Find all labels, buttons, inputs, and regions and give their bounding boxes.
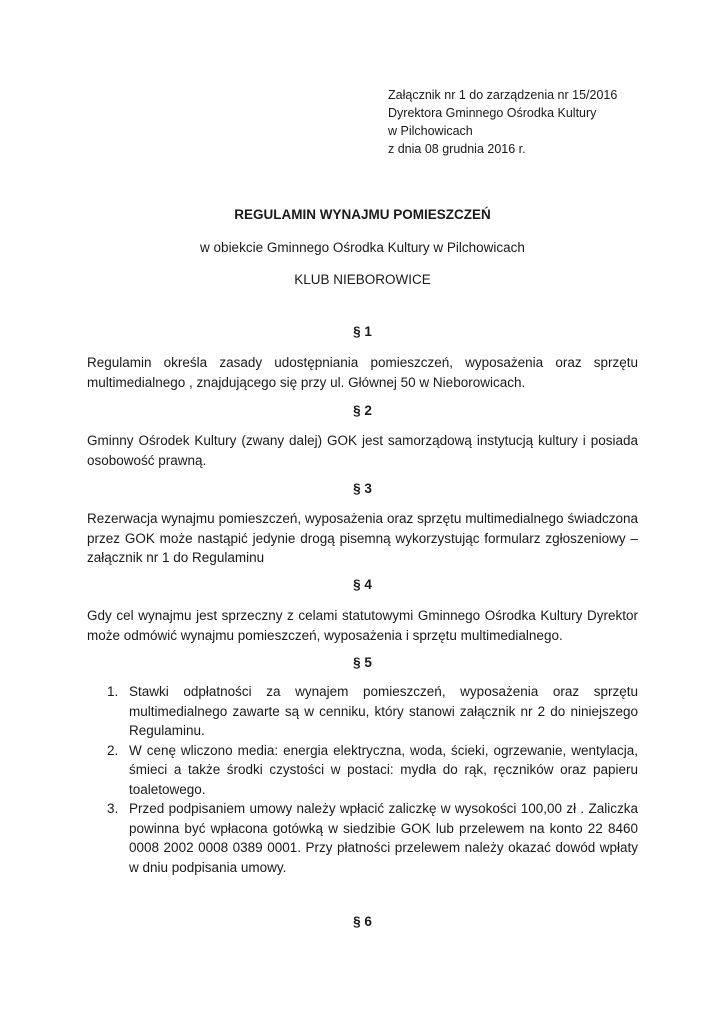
list-item-text: W cenę wliczono media: energia elektryczna, woda, ścieki, ogrzewanie, wentylacja, śmieci a także środki czystości w postaci: mydła do rąk, ręczników oraz papieru toaletowego. — [129, 742, 638, 797]
list-item — [87, 682, 638, 741]
section-1-heading: § 1 — [353, 324, 372, 339]
annex-line-1: Załącznik nr 1 do zarządzenia nr 15/2016 — [388, 88, 618, 102]
list-item-text: Przed podpisaniem umowy należy wpłacić zaliczkę w wysokości 100,00 zł . Zaliczka powinna być wpłacona gotówką w siedzibie GOK lub przelewem na konto 22 8460 0008 2002 0008 0389 0001. Przy płatności przelewem należy okazać dowód wpłaty w dniu podpisania umowy. — [129, 801, 638, 875]
section-5-list — [87, 682, 638, 877]
section-6-heading: § 6 — [353, 914, 372, 929]
list-item-number: 2. — [107, 742, 119, 758]
section-3-text: Rezerwacja wynajmu pomieszczeń, wyposażenia oraz sprzętu multimedialnego świadczona przez GOK może nastąpić jedynie drogą pisemną wykorzystując formularz zgłoszeniowy – załącznik nr 1 do Regulaminu — [87, 511, 638, 565]
section-5-heading: § 5 — [353, 655, 372, 670]
section-1-text: Regulamin określa zasady udostępniania pomieszczeń, wyposażenia oraz sprzętu multimedialnego , znajdującego się przy ul. Głównej 50 w Nieborowicach. — [87, 355, 638, 390]
list-item-number: 1. — [107, 684, 119, 699]
annex-line-4: z dnia 08 grudnia 2016 r. — [388, 142, 526, 156]
section-4-heading: § 4 — [353, 577, 372, 592]
annex-line-2: Dyrektora Gminnego Ośrodka Kultury — [388, 106, 597, 120]
section-4-text: Gdy cel wynajmu jest sprzeczny z celami statutowymi Gminnego Ośrodka Kultury Dyrektor może odmówić wynajmu pomieszczeń, wyposażenia i sprzętu multimedialnego. — [87, 608, 638, 643]
annex-note — [388, 86, 617, 158]
list-item-number: 3. — [107, 801, 119, 816]
section-3-heading: § 3 — [353, 481, 372, 496]
list-item-text: Stawki odpłatności za wynajem pomieszczeń, wyposażenia oraz sprzętu multimedialnego zawarte są w cenniku, który stanowi załącznik nr 2 do niniejszego Regulaminu. — [129, 684, 638, 738]
document-subtitle: w obiekcie Gminnego Ośrodka Kultury w Pilchowicach — [200, 240, 525, 255]
section-2-text: Gminny Ośrodek Kultury (zwany dalej) GOK jest samorządową instytucją kultury i posiada osobowość prawną. — [87, 433, 638, 468]
club-name: KLUB NIEBOROWICE — [294, 272, 431, 287]
annex-line-3: w Pilchowicach — [388, 124, 473, 138]
list-item — [87, 741, 638, 800]
section-2-heading: § 2 — [353, 403, 372, 418]
document-title: REGULAMIN WYNAJMU POMIESZCZEŃ — [234, 207, 491, 222]
list-item — [87, 799, 638, 877]
